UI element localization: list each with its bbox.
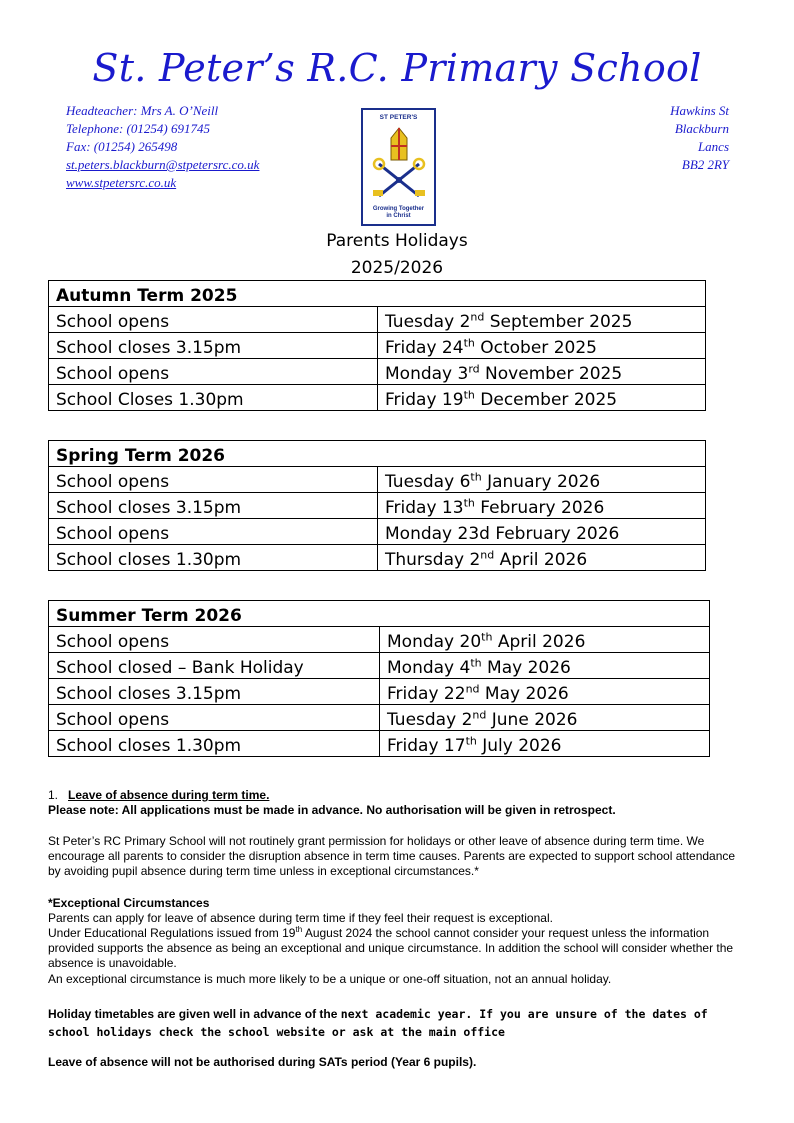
date-cell: Friday 13th February 2026 xyxy=(378,493,706,519)
logo-school-text: ST PETER'S xyxy=(379,114,418,121)
sats-note: Leave of absence will not be authorised during SATs period (Year 6 pupils). xyxy=(48,1055,477,1069)
website-link[interactable]: www.stpetersrc.co.uk xyxy=(66,175,177,190)
autumn-term-table xyxy=(48,280,706,411)
table-row xyxy=(49,307,706,333)
contact-details xyxy=(66,102,259,192)
date-cell: Friday 17th July 2026 xyxy=(380,731,710,757)
table-row xyxy=(49,493,706,519)
date-cell: Tuesday 2nd June 2026 xyxy=(380,705,710,731)
address-line: Blackburn xyxy=(674,121,729,136)
spring-term-table xyxy=(48,440,706,571)
exceptional-heading: *Exceptional Circumstances xyxy=(48,896,210,910)
school-address xyxy=(670,102,729,174)
table-row xyxy=(49,731,710,757)
event-cell: School Closes 1.30pm xyxy=(49,385,378,411)
event-cell: School opens xyxy=(49,307,378,333)
policy-paragraph: St Peter’s RC Primary School will not routinely grant permission for holidays or other leave of absence during term time. We encourage all parents to consider the disruption absence in term time causes. Parents are expected to support school attendance by avoiding pupil absence during term time unless in exceptional circumstances.* xyxy=(48,834,736,878)
table-row xyxy=(49,359,706,385)
date-cell: Monday 4th May 2026 xyxy=(380,653,710,679)
address-line: BB2 2RY xyxy=(681,157,729,172)
school-crest-logo xyxy=(361,108,436,226)
event-cell: School closes 1.30pm xyxy=(49,545,378,571)
event-cell: School closes 3.15pm xyxy=(49,333,378,359)
holiday-timetable-note: Holiday timetables are given well in advance of the next academic year. If you are unsure of the dates of school holidays check the school website or ask at the main office xyxy=(48,1007,708,1039)
leave-heading: Leave of absence during term time. xyxy=(68,788,270,802)
email-link[interactable]: st.peters.blackburn@stpetersrc.co.uk xyxy=(66,157,260,172)
crossed-keys-mitre-icon xyxy=(369,124,429,204)
event-cell: School closes 3.15pm xyxy=(49,679,380,705)
table-row xyxy=(49,653,710,679)
summer-term-table xyxy=(48,600,710,757)
logo-motto-line: in Christ xyxy=(386,213,411,219)
event-cell: School opens xyxy=(49,627,380,653)
table-row xyxy=(49,467,706,493)
leave-heading-line xyxy=(48,788,748,803)
table-row xyxy=(49,519,706,545)
date-cell: Friday 24th October 2025 xyxy=(378,333,706,359)
table-row xyxy=(49,545,706,571)
date-cell: Monday 23d February 2026 xyxy=(378,519,706,545)
school-name: St. Peter’s R.C. Primary School xyxy=(92,46,702,90)
address-line: Lancs xyxy=(697,139,729,154)
date-cell: Tuesday 6th January 2026 xyxy=(378,467,706,493)
table-row xyxy=(49,705,710,731)
exceptional-line: An exceptional circumstance is much more likely to be a unique or one-off situation, not an annual holiday. xyxy=(48,972,612,986)
date-cell: Friday 19th December 2025 xyxy=(378,385,706,411)
table-row xyxy=(49,679,710,705)
telephone: Telephone: (01254) 691745 xyxy=(66,121,210,136)
event-cell: School closes 1.30pm xyxy=(49,731,380,757)
date-cell: Thursday 2nd April 2026 xyxy=(378,545,706,571)
exceptional-line: Parents can apply for leave of absence during term time if they feel their request is exceptional. xyxy=(48,911,553,925)
date-cell: Monday 3rd November 2025 xyxy=(378,359,706,385)
event-cell: School opens xyxy=(49,359,378,385)
term-heading: Summer Term 2026 xyxy=(49,601,710,627)
term-heading: Autumn Term 2025 xyxy=(49,281,706,307)
page-subtitle: 2025/2026 xyxy=(350,258,444,278)
event-cell: School closed – Bank Holiday xyxy=(49,653,380,679)
term-heading: Spring Term 2026 xyxy=(49,441,706,467)
event-cell: School closes 3.15pm xyxy=(49,493,378,519)
event-cell: School opens xyxy=(49,467,378,493)
table-row xyxy=(49,333,706,359)
address-line: Hawkins St xyxy=(670,103,729,118)
table-row xyxy=(49,627,710,653)
date-cell: Friday 22nd May 2026 xyxy=(380,679,710,705)
logo-motto-line: Growing Together xyxy=(372,206,425,212)
event-cell: School opens xyxy=(49,519,378,545)
logo-motto xyxy=(363,206,434,220)
date-cell: Monday 20th April 2026 xyxy=(380,627,710,653)
page-title: Parents Holidays xyxy=(326,231,468,251)
date-cell: Tuesday 2nd September 2025 xyxy=(378,307,706,333)
item-number: 1. xyxy=(48,788,59,802)
event-cell: School opens xyxy=(49,705,380,731)
please-note: Please note: All applications must be made in advance. No authorisation will be given in retrospect. xyxy=(48,803,616,817)
headteacher: Headteacher: Mrs A. O’Neill xyxy=(66,103,219,118)
fax: Fax: (01254) 265498 xyxy=(66,139,178,154)
table-row xyxy=(49,385,706,411)
regulations-paragraph: Under Educational Regulations issued from 19th August 2024 the school cannot consider your request unless the information provided supports the absence as being an exceptional and unique circumstance. In addition the school will consider whether the absence is unavoidable. xyxy=(48,925,734,970)
